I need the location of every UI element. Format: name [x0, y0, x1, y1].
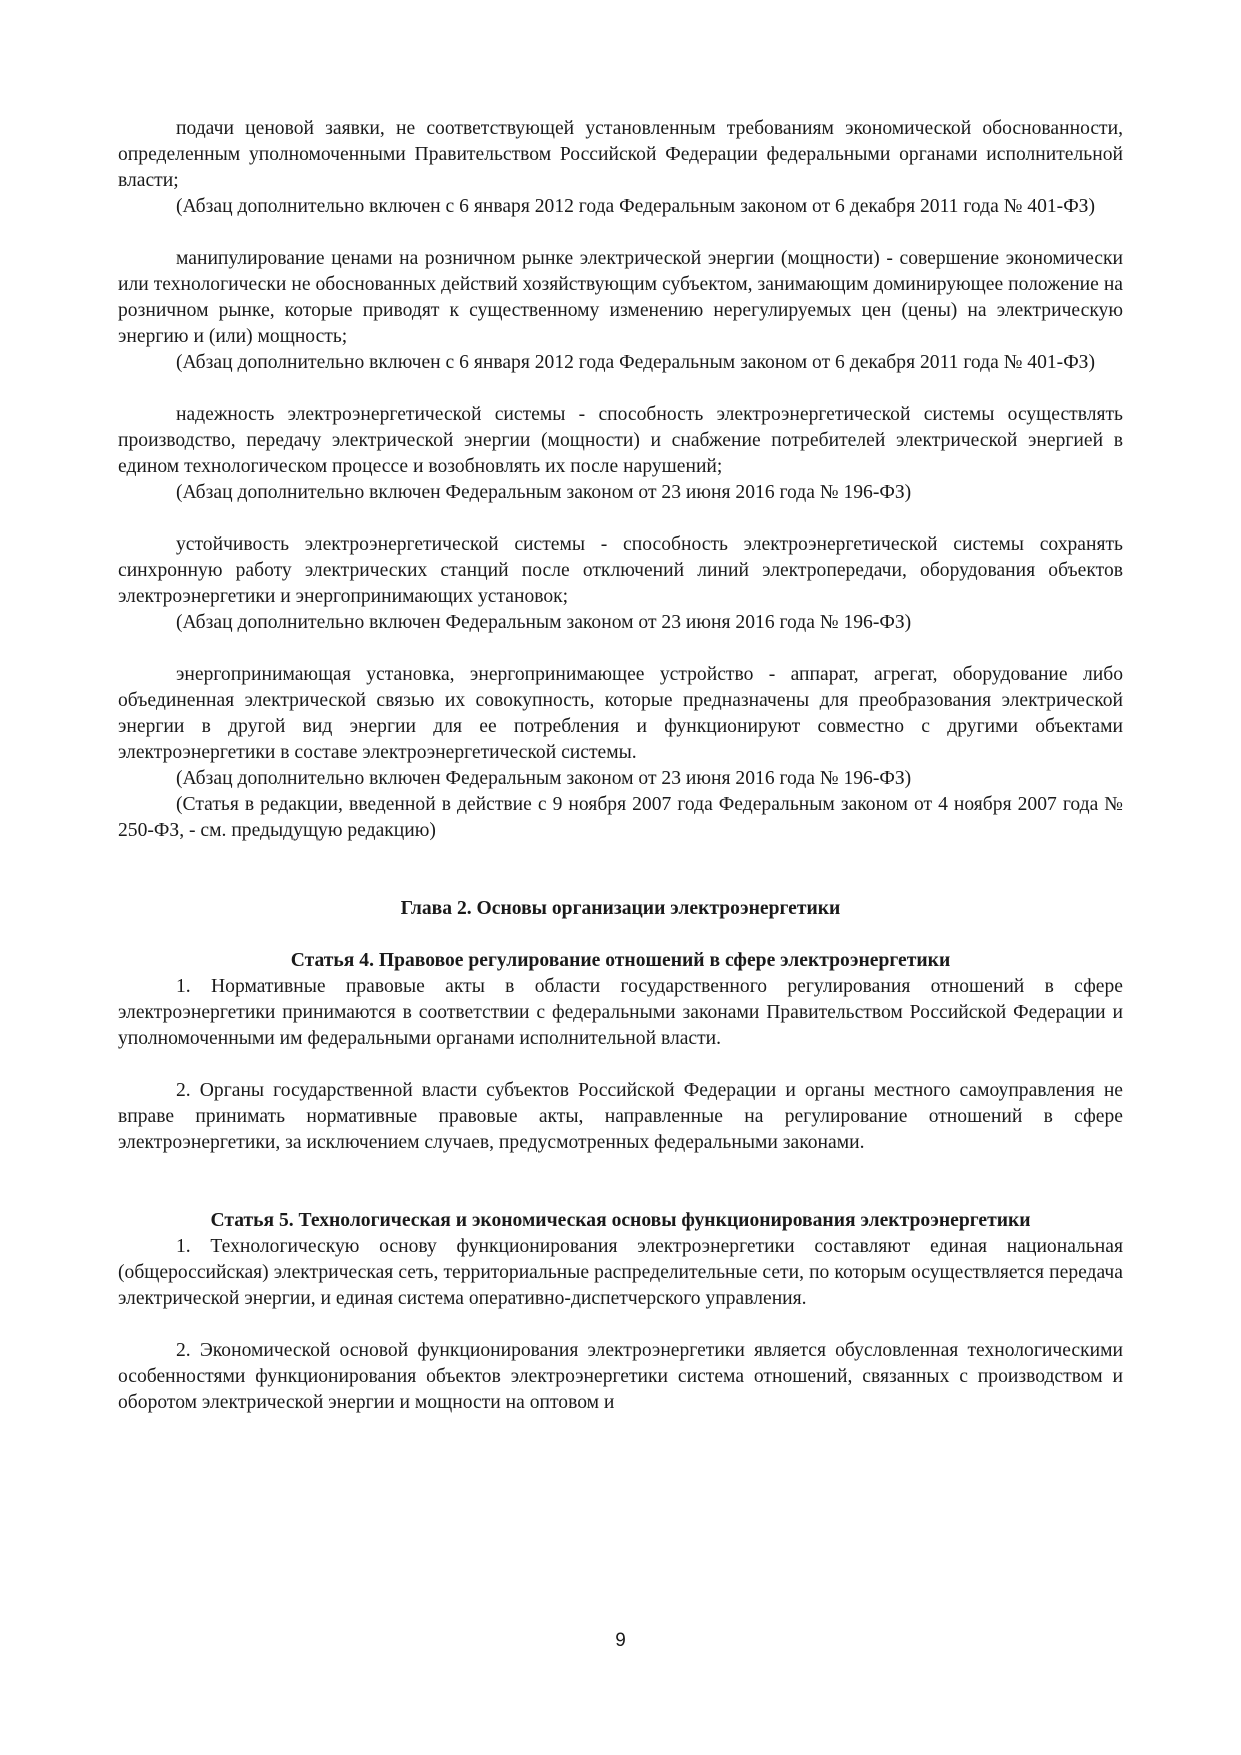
- amendment-note: (Абзац дополнительно включен с 6 января 2012 года Федеральным законом от 6 декабря 2011 года № 401-ФЗ): [176, 352, 1096, 373]
- article-5-item-1: 1. Технологическую основу функционирования электроэнергетики составляют единая национальная (общероссийская) электрическая сеть, территориальные распределительные сети, по которым осуществляется передача электрической энергии, и единая система оперативно-диспетчерского управления.: [118, 1236, 1123, 1309]
- paragraph-price-bid: подачи ценовой заявки, не соответствующей установленным требованиям экономической обоснованности, определенным уполномоченными Правительством Российской Федерации федеральными органами исполнительной власти;: [118, 118, 1123, 191]
- paragraph-system-stability: устойчивость электроэнергетической системы - способность электроэнергетической системы сохранять синхронную работу электрических станций после отключений линий электропередачи, оборудования объектов электроэнергетики и энергопринимающих установок;: [118, 534, 1123, 607]
- article-5-item-2: 2. Экономической основой функционирования электроэнергетики является обусловленная технологическими особенностями функционирования объектов электроэнергетики система отношений, связанных с производством и оборотом электрической энергии и мощности на оптовом и: [118, 1340, 1123, 1413]
- page-number: 9: [615, 1630, 626, 1651]
- amendment-note: (Абзац дополнительно включен с 6 января 2012 года Федеральным законом от 6 декабря 2011 года № 401-ФЗ): [176, 196, 1096, 217]
- document-page: [118, 116, 1123, 1416]
- article-revision-note: (Статья в редакции, введенной в действие с 9 ноября 2007 года Федеральным законом от 4 ноября 2007 года № 250-ФЗ, - см. предыдущую редакцию): [118, 794, 1123, 841]
- article-5-title: Статья 5. Технологическая и экономическая основы функционирования электроэнергетики: [210, 1210, 1031, 1231]
- paragraph-system-reliability: надежность электроэнергетической системы - способность электроэнергетической системы осуществлять производство, передачу электрической энергии (мощности) и снабжение потребителей электрической энергией в едином технологическом процессе и возобновлять их после нарушений;: [118, 404, 1123, 477]
- chapter-title: Глава 2. Основы организации электроэнергетики: [400, 898, 841, 919]
- amendment-note: (Абзац дополнительно включен Федеральным законом от 23 июня 2016 года № 196-ФЗ): [176, 612, 912, 633]
- article-4-item-2: 2. Органы государственной власти субъектов Российской Федерации и органы местного самоуправления не вправе принимать нормативные правовые акты, направленные на регулирование отношений в сфере электроэнергетики, за исключением случаев, предусмотренных федеральными законами.: [118, 1080, 1123, 1153]
- amendment-note: (Абзац дополнительно включен Федеральным законом от 23 июня 2016 года № 196-ФЗ): [176, 768, 912, 789]
- paragraph-receiving-installation: энергопринимающая установка, энергопринимающее устройство - аппарат, агрегат, оборудование либо объединенная электрической связью их совокупность, которые предназначены для преобразования электрической энергии в другой вид энергии для ее потребления и функционируют совместно с другими объектами электроэнергетики в составе электроэнергетической системы.: [118, 664, 1123, 763]
- amendment-note: (Абзац дополнительно включен Федеральным законом от 23 июня 2016 года № 196-ФЗ): [176, 482, 912, 503]
- article-4-item-1: 1. Нормативные правовые акты в области государственного регулирования отношений в сфере электроэнергетики принимаются в соответствии с федеральными законами Правительством Российской Федерации и уполномоченными им федеральными органами исполнительной власти.: [118, 976, 1123, 1049]
- article-4-title: Статья 4. Правовое регулирование отношений в сфере электроэнергетики: [290, 950, 951, 971]
- paragraph-price-manipulation: манипулирование ценами на розничном рынке электрической энергии (мощности) - совершение экономически или технологически не обоснованных действий хозяйствующим субъектом, занимающим доминирующее положение на розничном рынке, которые приводят к существенному изменению нерегулируемых цен (цены) на электрическую энергию и (или) мощность;: [118, 248, 1123, 347]
